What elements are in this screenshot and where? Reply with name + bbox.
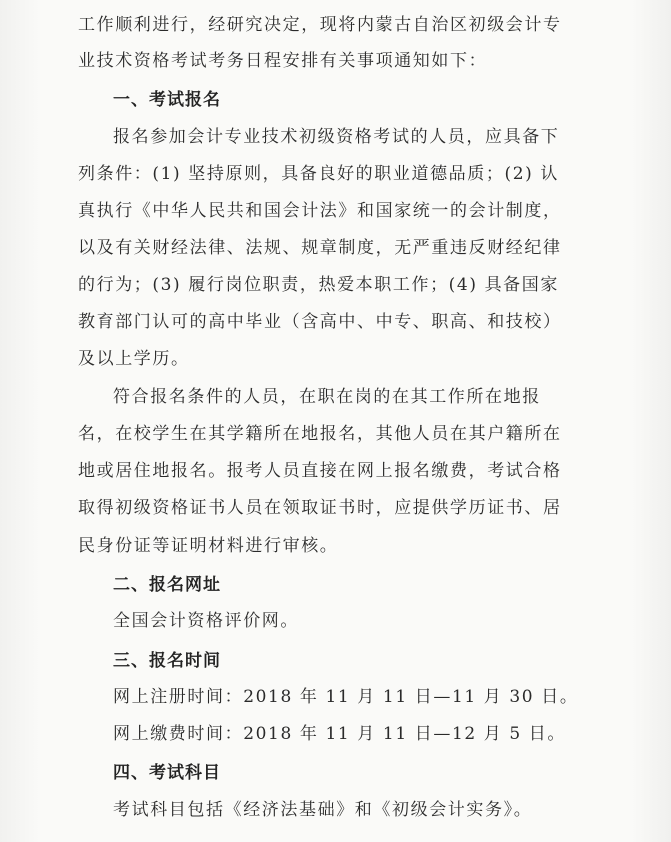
registration-time-line: 网上注册时间：2018 年 11 月 11 日—11 月 30 日。 (113, 687, 579, 707)
section-heading-subjects: 四、考试科目 (113, 763, 221, 783)
section-heading-website: 二、报名网址 (113, 575, 221, 595)
paragraph-line-1: 工作顺利进行，经研究决定，现将内蒙古自治区初级会计专 (78, 15, 562, 35)
section-heading-registration: 一、考试报名 (113, 90, 221, 110)
paragraph-line-12: 地或居住地报名。报考人员直接在网上报名缴费，考试合格 (78, 461, 562, 481)
paragraph-line-7: 的行为；(3) 履行岗位职责，热爱本职工作；(4) 具备国家 (78, 275, 559, 295)
paragraph-line-2: 业技术资格考试考务日程安排有关事项通知如下： (78, 51, 488, 71)
paragraph-line-5: 真执行《中华人民共和国会计法》和国家统一的会计制度， (78, 201, 562, 221)
paragraph-line-13: 取得初级资格证书人员在领取证书时，应提供学历证书、居 (78, 498, 562, 518)
paragraph-line-6: 以及有关财经法律、法规、规章制度，无严重违反财经纪律 (78, 238, 562, 258)
paragraph-line-subjects: 考试科目包括《经济法基础》和《初级会计实务》。 (113, 800, 533, 820)
paragraph-line-10: 符合报名条件的人员，在职在岗的在其工作所在地报 (113, 387, 541, 407)
paragraph-line-8: 教育部门认可的高中毕业（含高中、中专、职高、和技校） (78, 312, 562, 332)
paragraph-line-9: 及以上学历。 (78, 349, 190, 369)
section-heading-time: 三、报名时间 (113, 651, 221, 671)
paragraph-line-14: 民身份证等证明材料进行审核。 (78, 536, 339, 556)
paragraph-line-4: 列条件：(1) 坚持原则，具备良好的职业道德品质；(2) 认 (78, 164, 559, 184)
payment-time-line: 网上缴费时间：2018 年 11 月 11 日—12 月 5 日。 (113, 724, 567, 744)
paragraph-line-11: 名，在校学生在其学籍所在地报名，其他人员在其户籍所在 (78, 424, 562, 444)
paragraph-line-website: 全国会计资格评价网。 (113, 611, 299, 631)
paragraph-line-3: 报名参加会计专业技术初级资格考试的人员，应具备下 (113, 127, 560, 147)
